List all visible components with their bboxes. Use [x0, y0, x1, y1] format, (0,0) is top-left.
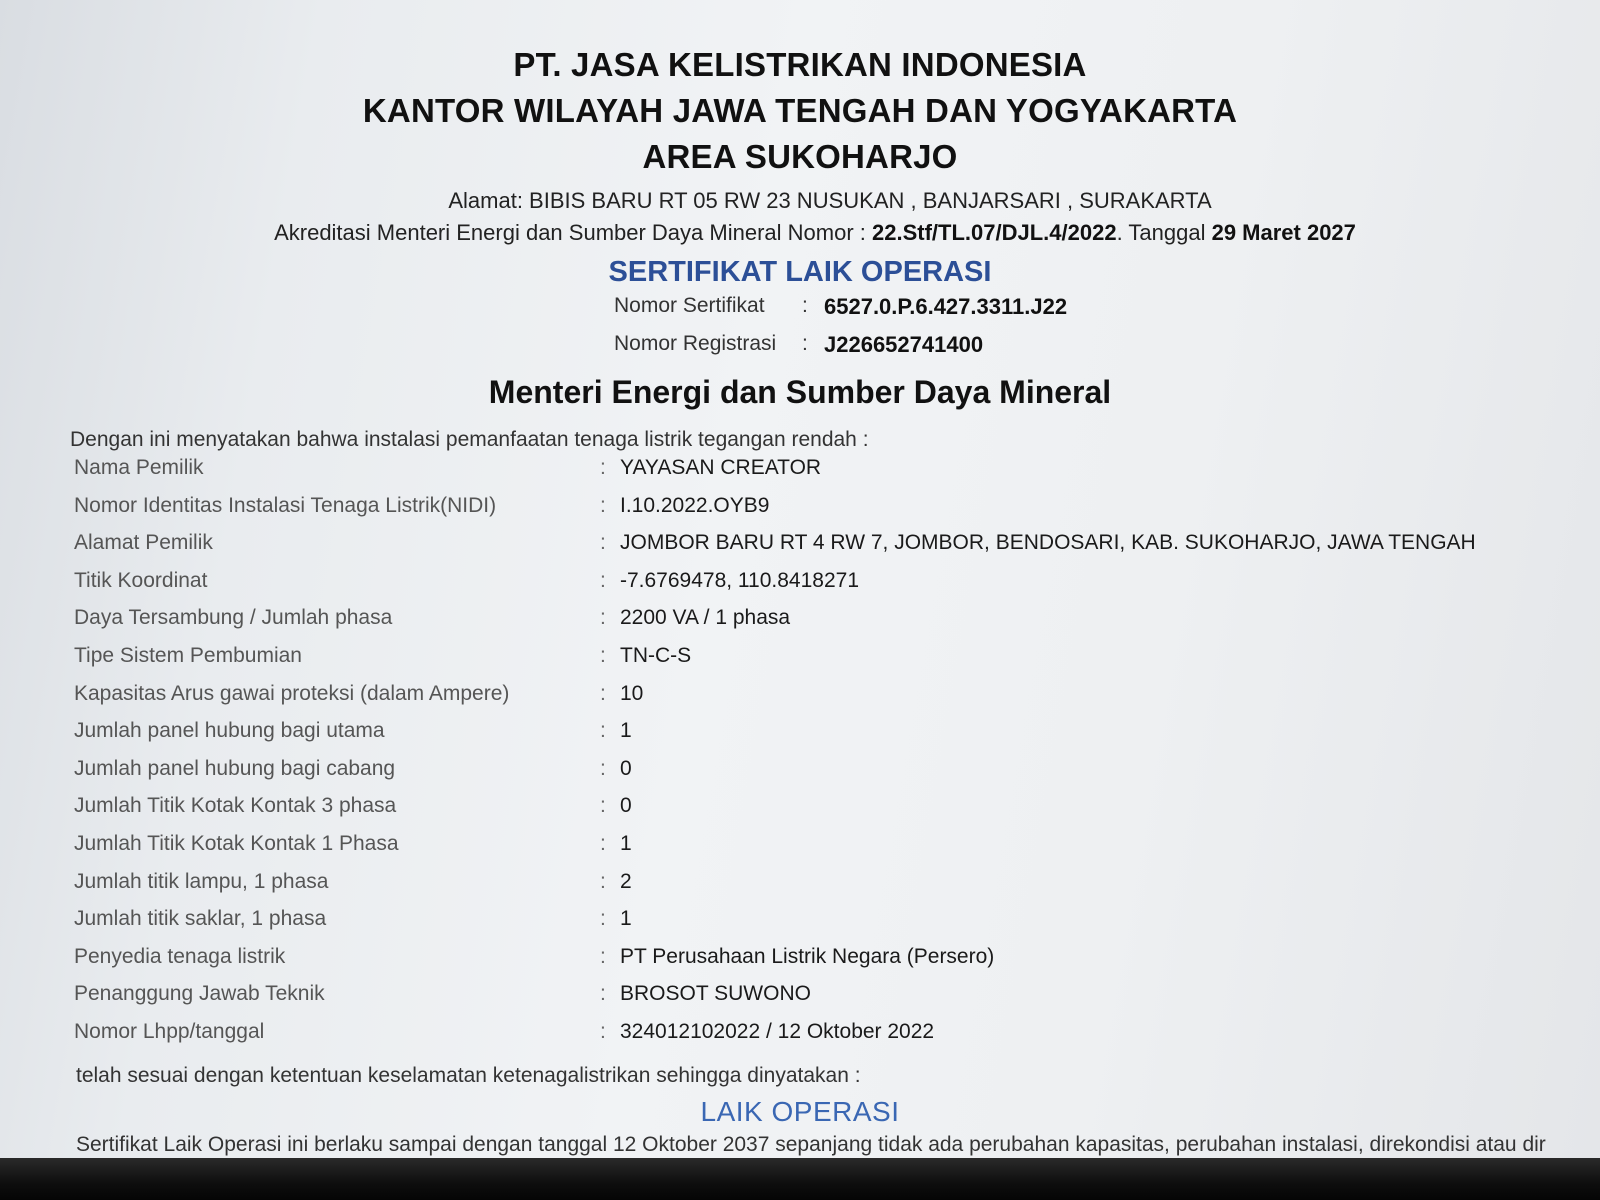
- detail-label: Nama Pemilik: [74, 456, 204, 479]
- issuer-title: Menteri Energi dan Sumber Daya Mineral: [488, 374, 1112, 410]
- detail-label: Jumlah panel hubung bagi utama: [74, 719, 385, 742]
- detail-colon: :: [600, 569, 606, 592]
- detail-row: [0, 606, 1600, 640]
- detail-value: 1: [620, 719, 632, 742]
- cert-number-label: Nomor Sertifikat: [614, 294, 765, 317]
- detail-value: 324012102022 / 12 Oktober 2022: [620, 1020, 935, 1043]
- reg-number-row: [0, 332, 1600, 366]
- detail-label: Daya Tersambung / Jumlah phasa: [74, 606, 393, 629]
- detail-row: [0, 870, 1600, 904]
- detail-value: 2: [620, 870, 632, 893]
- detail-colon: :: [600, 794, 606, 817]
- detail-colon: :: [600, 531, 606, 554]
- detail-value: TN-C-S: [620, 644, 692, 667]
- detail-row: [0, 1020, 1600, 1054]
- detail-value: JOMBOR BARU RT 4 RW 7, JOMBOR, BENDOSARI, KAB. SUKOHARJO, JAWA TENGAH: [620, 531, 1476, 554]
- cert-number-colon: :: [802, 294, 808, 317]
- detail-colon: :: [600, 606, 606, 629]
- detail-colon: :: [600, 832, 606, 855]
- detail-value: 2200 VA / 1 phasa: [620, 606, 791, 629]
- detail-label: Kapasitas Arus gawai proteksi (dalam Ampere): [74, 682, 510, 705]
- detail-value: 0: [620, 794, 632, 817]
- detail-value: 1: [620, 832, 632, 855]
- detail-label: Tipe Sistem Pembumian: [74, 644, 302, 667]
- detail-label: Penanggung Jawab Teknik: [74, 982, 325, 1005]
- detail-value: I.10.2022.OYB9: [620, 494, 770, 517]
- regional-office: KANTOR WILAYAH JAWA TENGAH DAN YOGYAKARTA: [362, 92, 1238, 129]
- detail-value: YAYASAN CREATOR: [620, 456, 822, 479]
- detail-row: [0, 569, 1600, 603]
- detail-row: [0, 757, 1600, 791]
- detail-label: Alamat Pemilik: [74, 531, 213, 554]
- detail-row: [0, 456, 1600, 490]
- detail-label: Titik Koordinat: [74, 569, 208, 592]
- detail-colon: :: [600, 644, 606, 667]
- detail-label: Jumlah titik saklar, 1 phasa: [74, 907, 327, 930]
- status-badge: LAIK OPERASI: [700, 1096, 900, 1127]
- accreditation-prefix: Akreditasi Menteri Energi dan Sumber Daya Mineral Nomor :: [274, 220, 872, 245]
- detail-label: Nomor Lhpp/tanggal: [74, 1020, 265, 1043]
- detail-row: [0, 494, 1600, 528]
- accreditation-line: [0, 220, 1600, 246]
- detail-row: [0, 682, 1600, 716]
- detail-label: Penyedia tenaga listrik: [74, 945, 286, 968]
- detail-row: [0, 719, 1600, 753]
- reg-number-label: Nomor Registrasi: [614, 332, 777, 355]
- detail-colon: :: [600, 682, 606, 705]
- detail-row: [0, 945, 1600, 979]
- detail-row: [0, 907, 1600, 941]
- detail-colon: :: [600, 456, 606, 479]
- detail-row: [0, 644, 1600, 678]
- detail-value: 0: [620, 757, 632, 780]
- detail-value: 1: [620, 907, 632, 930]
- detail-label: Jumlah panel hubung bagi cabang: [74, 757, 396, 780]
- accreditation-mid: . Tanggal: [1116, 220, 1212, 245]
- detail-label: Nomor Identitas Instalasi Tenaga Listrik(NIDI): [74, 494, 497, 517]
- detail-colon: :: [600, 1020, 606, 1043]
- detail-value: BROSOT SUWONO: [620, 982, 811, 1005]
- detail-value: -7.6769478, 110.8418271: [620, 569, 859, 592]
- detail-row: [0, 531, 1600, 565]
- detail-colon: :: [600, 719, 606, 742]
- reg-number-colon: :: [802, 332, 808, 355]
- detail-colon: :: [600, 982, 606, 1005]
- company-address: Alamat: BIBIS BARU RT 05 RW 23 NUSUKAN , BANJARSARI , SURAKARTA: [448, 188, 1212, 213]
- detail-value: 10: [620, 682, 644, 705]
- conclusion-statement: telah sesuai dengan ketentuan keselamatan ketenagalistrikan sehingga dinyatakan :: [76, 1064, 861, 1087]
- detail-colon: :: [600, 870, 606, 893]
- validity-statement: Sertifikat Laik Operasi ini berlaku sampai dengan tanggal 12 Oktober 2037 sepanjang tidak ada perubahan kapasitas, perubahan instalasi, direkondisi atau dir: [76, 1133, 1546, 1156]
- area-name: AREA SUKOHARJO: [642, 138, 958, 175]
- accreditation-number: 22.Stf/TL.07/DJL.4/2022: [872, 220, 1117, 245]
- company-name: PT. JASA KELISTRIKAN INDONESIA: [513, 46, 1087, 83]
- reg-number-value: J226652741400: [824, 332, 984, 357]
- detail-row: [0, 832, 1600, 866]
- detail-colon: :: [600, 945, 606, 968]
- cert-number-row: [0, 294, 1600, 328]
- detail-colon: :: [600, 907, 606, 930]
- certificate-title: SERTIFIKAT LAIK OPERASI: [608, 256, 992, 288]
- detail-row: [0, 794, 1600, 828]
- intro-statement: Dengan ini menyatakan bahwa instalasi pemanfaatan tenaga listrik tegangan rendah :: [70, 428, 869, 451]
- detail-label: Jumlah titik lampu, 1 phasa: [74, 870, 329, 893]
- detail-colon: :: [600, 494, 606, 517]
- detail-label: Jumlah Titik Kotak Kontak 3 phasa: [74, 794, 397, 817]
- cert-number-value: 6527.0.P.6.427.3311.J22: [824, 294, 1068, 319]
- detail-label: Jumlah Titik Kotak Kontak 1 Phasa: [74, 832, 399, 855]
- detail-row: [0, 982, 1600, 1016]
- accreditation-date: 29 Maret 2027: [1211, 220, 1356, 245]
- monitor-bezel: [0, 1158, 1600, 1200]
- detail-colon: :: [600, 757, 606, 780]
- detail-value: PT Perusahaan Listrik Negara (Persero): [620, 945, 995, 968]
